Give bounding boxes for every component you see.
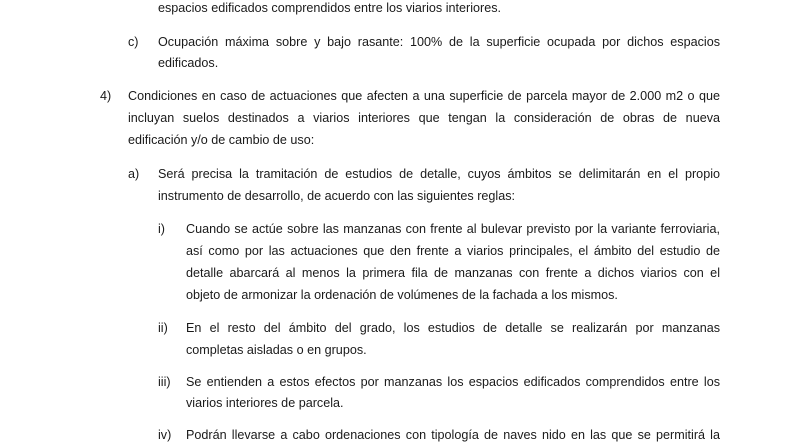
list-marker-i: i) xyxy=(158,222,165,236)
list-marker-4: 4) xyxy=(100,89,112,103)
paragraph-line: Será precisa la tramitación de estudios de detalle, cuyos ámbitos se delimitarán en el propio xyxy=(158,167,720,181)
paragraph-line: edificados. xyxy=(158,56,219,70)
paragraph-line: incluyan suelos destinados a viarios interiores que tengan la consideración de obras de nueva xyxy=(128,111,720,125)
paragraph-line: edificación y/o de cambio de uso: xyxy=(128,133,315,147)
paragraph-line: Podrán llevarse a cabo ordenaciones con tipología de naves nido en las que se permitirá la xyxy=(186,428,720,442)
list-marker-c: c) xyxy=(128,35,139,49)
paragraph-line: objeto de armonizar la ordenación de volúmenes de la fachada a los mismos. xyxy=(186,288,618,302)
list-marker-a: a) xyxy=(128,167,140,181)
paragraph-line: Ocupación máxima sobre y bajo rasante: 100% de la superficie ocupada por dichos espacios xyxy=(158,35,720,49)
paragraph-line: instrumento de desarrollo, de acuerdo con las siguientes reglas: xyxy=(158,189,516,203)
paragraph-line: Se entienden a estos efectos por manzanas los espacios edificados comprendidos entre los xyxy=(186,375,720,389)
list-marker-iv: iv) xyxy=(158,428,172,442)
paragraph-line: espacios edificados comprendidos entre los viarios interiores. xyxy=(158,1,502,15)
paragraph-line: completas aisladas o en grupos. xyxy=(186,343,367,357)
paragraph-line: así como por las actuaciones que den frente a viarios principales, el ámbito del estudio de xyxy=(186,244,720,258)
paragraph-line: Condiciones en caso de actuaciones que afecten a una superficie de parcela mayor de 2.000 m2 o que xyxy=(128,89,720,103)
paragraph-line: detalle abarcará al menos la primera fila de manzanas con frente a dichos viarios con el xyxy=(186,266,720,280)
list-marker-ii: ii) xyxy=(158,321,168,335)
paragraph-line: Cuando se actúe sobre las manzanas con frente al bulevar previsto por la variante ferroviaria, xyxy=(186,222,720,236)
list-marker-iii: iii) xyxy=(158,375,171,389)
paragraph-line: En el resto del ámbito del grado, los estudios de detalle se realizarán por manzanas xyxy=(186,321,720,335)
paragraph-line: viarios interiores de parcela. xyxy=(186,396,344,410)
